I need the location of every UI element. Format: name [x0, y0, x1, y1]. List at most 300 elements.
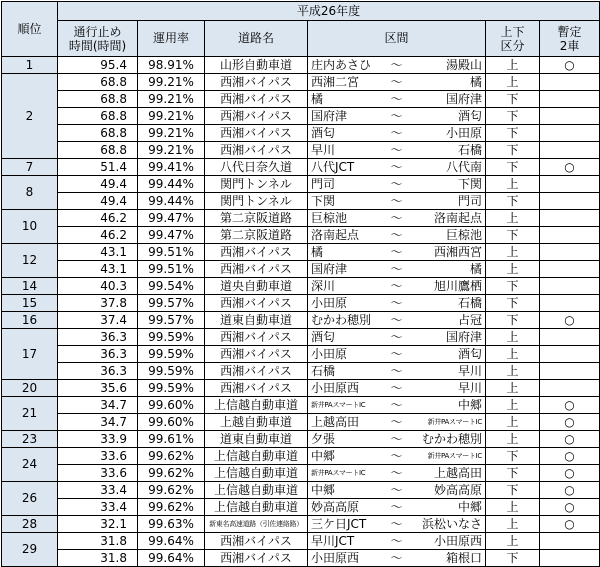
closure-hours-cell: 40.3	[58, 278, 138, 295]
operation-rate-cell: 99.59%	[138, 380, 205, 397]
direction-cell: 下	[486, 227, 540, 244]
section-from: 橘	[311, 92, 324, 106]
road-name-cell: 西湘バイパス	[205, 550, 308, 567]
provisional-two-lane-cell	[540, 91, 600, 108]
operation-rate-cell: 99.60%	[138, 397, 205, 414]
direction-cell: 下	[486, 159, 540, 176]
section-from: 早川	[311, 143, 336, 157]
section-from: 橘	[311, 245, 324, 259]
provisional-two-lane-cell: ○	[540, 414, 600, 431]
operation-rate-header: 運用率	[138, 21, 205, 57]
operation-rate-cell: 99.47%	[138, 227, 205, 244]
provisional-two-lane-cell	[540, 278, 600, 295]
direction-cell: 上	[486, 346, 540, 363]
section-to: 湯殿山	[445, 58, 482, 72]
operation-rate-cell: 99.21%	[138, 91, 205, 108]
section-to: 中郷	[457, 398, 482, 412]
road-name-cell: 西湘バイパス	[205, 261, 308, 278]
closure-hours-cell: 36.3	[58, 329, 138, 346]
section-to: 橘	[469, 75, 482, 89]
section-separator: ～	[390, 397, 403, 412]
section-cell	[308, 261, 486, 278]
section-separator: ～	[390, 193, 403, 208]
road-name-cell: 第二京阪道路	[205, 210, 308, 227]
section-cell	[308, 448, 486, 465]
road-name-cell: 西湘バイパス	[205, 142, 308, 159]
direction-cell: 下	[486, 312, 540, 329]
section-separator: ～	[390, 74, 403, 89]
table-row	[2, 329, 600, 346]
section-separator: ～	[390, 448, 403, 463]
table-row	[2, 57, 600, 74]
section-cell	[308, 346, 486, 363]
section-cell	[308, 312, 486, 329]
section-from: 洛南起点	[311, 228, 360, 242]
rank-cell: 17	[2, 329, 58, 380]
section-cell	[308, 397, 486, 414]
direction-cell: 上	[486, 499, 540, 516]
section-separator: ～	[390, 533, 403, 548]
ranking-table	[1, 1, 600, 567]
section-separator: ～	[390, 142, 403, 157]
closure-hours-cell: 68.8	[58, 142, 138, 159]
provisional-two-lane-cell: ○	[540, 482, 600, 499]
table-body	[2, 57, 600, 567]
section-to: 石橋	[457, 296, 482, 310]
operation-rate-cell: 99.57%	[138, 312, 205, 329]
road-name-cell: 上越自動車道	[205, 414, 308, 431]
closure-hours-cell: 33.4	[58, 482, 138, 499]
road-name-cell: 西湘バイパス	[205, 346, 308, 363]
section-from: 巨椋池	[311, 211, 348, 225]
direction-header: 上下 区分	[486, 21, 540, 57]
section-from: 三ケ日JCT	[311, 517, 367, 531]
section-from: 新井PAスマートIC	[311, 400, 366, 409]
operation-rate-cell: 99.64%	[138, 533, 205, 550]
section-to: 箱根口	[445, 551, 482, 565]
road-name-cell: 上信越自動車道	[205, 499, 308, 516]
section-from: 小田原	[311, 296, 348, 310]
road-name-cell: 道央自動車道	[205, 278, 308, 295]
direction-cell: 上	[486, 244, 540, 261]
table-row	[2, 278, 600, 295]
provisional-two-lane-cell: ○	[540, 465, 600, 482]
closure-hours-cell: 35.6	[58, 380, 138, 397]
provisional-two-lane-cell	[540, 227, 600, 244]
section-cell	[308, 210, 486, 227]
table-row	[2, 176, 600, 193]
closure-hours-cell: 34.7	[58, 414, 138, 431]
section-from: 妙高高原	[311, 500, 360, 514]
section-separator: ～	[390, 210, 403, 225]
table-row	[2, 142, 600, 159]
rank-cell: 10	[2, 210, 58, 244]
section-separator: ～	[390, 261, 403, 276]
direction-cell: 上	[486, 176, 540, 193]
operation-rate-cell: 99.59%	[138, 329, 205, 346]
operation-rate-cell: 99.60%	[138, 414, 205, 431]
section-from: 酒匂	[311, 126, 336, 140]
section-from: 国府津	[311, 262, 348, 276]
provisional-two-lane-cell: ○	[540, 516, 600, 533]
section-separator: ～	[390, 550, 403, 565]
operation-rate-cell: 99.41%	[138, 159, 205, 176]
road-name-cell: 西湘バイパス	[205, 74, 308, 91]
operation-rate-cell: 99.21%	[138, 108, 205, 125]
rank-cell: 29	[2, 533, 58, 567]
section-separator: ～	[390, 363, 403, 378]
direction-cell: 上	[486, 210, 540, 227]
section-from: 上越高田	[311, 415, 360, 429]
section-cell	[308, 57, 486, 74]
section-separator: ～	[390, 482, 403, 497]
section-separator: ～	[390, 465, 403, 480]
section-to: 小田原西	[433, 534, 482, 548]
table-row	[2, 346, 600, 363]
section-cell	[308, 431, 486, 448]
provisional-two-lane-cell	[540, 346, 600, 363]
road-name-cell: 山形自動車道	[205, 57, 308, 74]
road-name-cell: 第二京阪道路	[205, 227, 308, 244]
section-to: 酒匂	[457, 347, 482, 361]
closure-hours-cell: 49.4	[58, 176, 138, 193]
table-row	[2, 91, 600, 108]
table-row	[2, 482, 600, 499]
provisional-two-lane-cell: ○	[540, 312, 600, 329]
operation-rate-cell: 99.64%	[138, 550, 205, 567]
section-cell	[308, 159, 486, 176]
section-cell	[308, 142, 486, 159]
section-separator: ～	[390, 312, 403, 327]
section-separator: ～	[390, 295, 403, 310]
direction-cell: 上	[486, 397, 540, 414]
operation-rate-cell: 99.62%	[138, 499, 205, 516]
section-separator: ～	[390, 125, 403, 140]
section-cell	[308, 176, 486, 193]
direction-cell: 上	[486, 261, 540, 278]
direction-cell: 下	[486, 108, 540, 125]
closure-hours-cell: 95.4	[58, 57, 138, 74]
table-row	[2, 363, 600, 380]
operation-rate-cell: 99.21%	[138, 125, 205, 142]
section-separator: ～	[390, 499, 403, 514]
year-header: 平成26年度	[58, 2, 600, 21]
section-from: 中郷	[311, 449, 336, 463]
section-separator: ～	[390, 516, 403, 531]
road-name-cell: 西湘バイパス	[205, 295, 308, 312]
table-row	[2, 159, 600, 176]
section-cell	[308, 533, 486, 550]
section-separator: ～	[390, 57, 403, 72]
road-name-cell: 西湘バイパス	[205, 244, 308, 261]
road-name-cell: 上信越自動車道	[205, 397, 308, 414]
provisional-two-lane-cell	[540, 363, 600, 380]
closure-hours-cell: 36.3	[58, 346, 138, 363]
road-name-cell: 上信越自動車道	[205, 448, 308, 465]
direction-cell: 上	[486, 380, 540, 397]
provisional-two-lane-cell: ○	[540, 499, 600, 516]
direction-cell: 上	[486, 533, 540, 550]
section-separator: ～	[390, 159, 403, 174]
section-cell	[308, 516, 486, 533]
section-from: 石橋	[311, 364, 336, 378]
operation-rate-cell: 99.63%	[138, 516, 205, 533]
road-name-cell: 道東自動車道	[205, 312, 308, 329]
table-row	[2, 414, 600, 431]
section-from: 西湘二宮	[311, 75, 360, 89]
section-separator: ～	[390, 244, 403, 259]
section-to: 新井PAスマートIC	[427, 451, 482, 460]
section-to: 下関	[457, 177, 482, 191]
section-from: 夕張	[311, 432, 336, 446]
section-separator: ～	[390, 227, 403, 242]
closure-hours-cell: 68.8	[58, 108, 138, 125]
provisional-two-lane-cell	[540, 176, 600, 193]
rank-header: 順位	[2, 2, 58, 57]
section-cell	[308, 465, 486, 482]
road-name-cell: 西湘バイパス	[205, 329, 308, 346]
section-cell	[308, 74, 486, 91]
rank-cell: 28	[2, 516, 58, 533]
section-from: 小田原	[311, 347, 348, 361]
rank-cell: 24	[2, 448, 58, 482]
table-row	[2, 125, 600, 142]
section-to: 巨椋池	[445, 228, 482, 242]
rank-cell: 1	[2, 57, 58, 74]
closure-hours-cell: 46.2	[58, 210, 138, 227]
direction-cell: 上	[486, 516, 540, 533]
road-name-cell: 関門トンネル	[205, 193, 308, 210]
provisional-two-lane-cell	[540, 329, 600, 346]
section-to: 国府津	[445, 92, 482, 106]
direction-cell: 下	[486, 91, 540, 108]
section-to: 占冠	[457, 313, 482, 327]
section-separator: ～	[390, 108, 403, 123]
road-name-header: 道路名	[205, 21, 308, 57]
table-row	[2, 295, 600, 312]
road-name-cell: 西湘バイパス	[205, 380, 308, 397]
provisional-two-lane-cell	[540, 533, 600, 550]
provisional-two-lane-cell	[540, 210, 600, 227]
operation-rate-cell: 99.62%	[138, 465, 205, 482]
table-row	[2, 74, 600, 91]
section-to: 中郷	[457, 500, 482, 514]
section-to: 新井PAスマートIC	[427, 417, 482, 426]
closure-hours-cell: 33.4	[58, 499, 138, 516]
section-to: むかわ穂別	[421, 432, 482, 446]
closure-hours-cell: 68.8	[58, 91, 138, 108]
section-from: 小田原西	[311, 551, 360, 565]
rank-cell: 16	[2, 312, 58, 329]
section-cell	[308, 278, 486, 295]
section-from: 下関	[311, 194, 336, 208]
table-row	[2, 448, 600, 465]
section-to: 洛南起点	[433, 211, 482, 225]
direction-cell: 上	[486, 431, 540, 448]
provisional-two-lane-cell	[540, 244, 600, 261]
section-from: 新井PAスマートIC	[311, 468, 366, 477]
section-separator: ～	[390, 329, 403, 344]
rank-cell: 26	[2, 482, 58, 516]
section-cell	[308, 295, 486, 312]
direction-cell: 下	[486, 482, 540, 499]
section-cell	[308, 380, 486, 397]
closure-hours-cell: 33.6	[58, 448, 138, 465]
section-to: 酒匂	[457, 109, 482, 123]
road-name-cell: 八代日奈久道	[205, 159, 308, 176]
road-name-cell: 西湘バイパス	[205, 108, 308, 125]
provisional-two-lane-cell	[540, 261, 600, 278]
section-cell	[308, 244, 486, 261]
provisional-two-lane-cell	[540, 74, 600, 91]
table-row	[2, 108, 600, 125]
closure-hours-cell: 37.4	[58, 312, 138, 329]
direction-cell: 下	[486, 550, 540, 567]
operation-rate-cell: 99.21%	[138, 74, 205, 91]
section-cell	[308, 329, 486, 346]
closure-hours-cell: 31.8	[58, 550, 138, 567]
section-cell	[308, 108, 486, 125]
closure-hours-cell: 49.4	[58, 193, 138, 210]
rank-cell: 20	[2, 380, 58, 397]
operation-rate-cell: 99.57%	[138, 295, 205, 312]
road-name-cell: 西湘バイパス	[205, 125, 308, 142]
operation-rate-cell: 99.62%	[138, 482, 205, 499]
rank-cell: 2	[2, 74, 58, 159]
closure-hours-cell: 34.7	[58, 397, 138, 414]
section-to: 旭川鷹栖	[433, 279, 482, 293]
section-to: 八代南	[445, 160, 482, 174]
direction-cell: 上	[486, 329, 540, 346]
operation-rate-cell: 99.61%	[138, 431, 205, 448]
rank-cell: 23	[2, 431, 58, 448]
rank-cell: 21	[2, 397, 58, 431]
section-cell	[308, 193, 486, 210]
section-from: 庄内あさひ	[311, 58, 372, 72]
provisional-two-lane-cell: ○	[540, 431, 600, 448]
closure-hours-cell: 31.8	[58, 533, 138, 550]
section-to: 浜松いなさ	[421, 517, 482, 531]
direction-cell: 上	[486, 57, 540, 74]
direction-cell: 下	[486, 278, 540, 295]
operation-rate-cell: 99.44%	[138, 193, 205, 210]
rank-cell: 15	[2, 295, 58, 312]
operation-rate-cell: 99.51%	[138, 244, 205, 261]
provisional-two-lane-cell	[540, 142, 600, 159]
provisional-two-lane-cell	[540, 108, 600, 125]
closure-hours-cell: 51.4	[58, 159, 138, 176]
closure-hours-cell: 36.3	[58, 363, 138, 380]
operation-rate-cell: 99.54%	[138, 278, 205, 295]
section-to: 橘	[469, 262, 482, 276]
road-name-cell: 西湘バイパス	[205, 363, 308, 380]
section-cell	[308, 227, 486, 244]
section-separator: ～	[390, 431, 403, 446]
direction-cell: 下	[486, 448, 540, 465]
section-from: 中郷	[311, 483, 336, 497]
table-row	[2, 312, 600, 329]
closure-hours-cell: 68.8	[58, 74, 138, 91]
section-cell	[308, 482, 486, 499]
operation-rate-cell: 98.91%	[138, 57, 205, 74]
section-to: 石橋	[457, 143, 482, 157]
direction-cell: 下	[486, 142, 540, 159]
section-separator: ～	[390, 278, 403, 293]
road-name-cell: 西湘バイパス	[205, 91, 308, 108]
closure-hours-cell: 43.1	[58, 244, 138, 261]
table-row	[2, 499, 600, 516]
provisional-two-lane-cell: ○	[540, 57, 600, 74]
section-from: 小田原西	[311, 381, 360, 395]
rank-cell: 12	[2, 244, 58, 278]
section-from: 国府津	[311, 109, 348, 123]
table-row	[2, 397, 600, 414]
section-from: 酒匂	[311, 330, 336, 344]
table-row	[2, 261, 600, 278]
section-to: 妙高高原	[433, 483, 482, 497]
table-row	[2, 533, 600, 550]
direction-cell: 上	[486, 74, 540, 91]
closure-hours-cell: 68.8	[58, 125, 138, 142]
road-name-cell: 関門トンネル	[205, 176, 308, 193]
section-cell	[308, 125, 486, 142]
section-to: 西湘西宮	[433, 245, 482, 259]
closure-hours-cell: 37.8	[58, 295, 138, 312]
section-from: 早川JCT	[311, 534, 355, 548]
closure-hours-cell: 33.9	[58, 431, 138, 448]
provisional-two-lane-cell: ○	[540, 397, 600, 414]
section-separator: ～	[390, 176, 403, 191]
operation-rate-cell: 99.59%	[138, 363, 205, 380]
operation-rate-cell: 99.51%	[138, 261, 205, 278]
section-from: 門司	[311, 177, 336, 191]
section-from: 八代JCT	[311, 160, 355, 174]
table-row	[2, 431, 600, 448]
table-row	[2, 380, 600, 397]
section-separator: ～	[390, 380, 403, 395]
operation-rate-cell: 99.21%	[138, 142, 205, 159]
operation-rate-cell: 99.47%	[138, 210, 205, 227]
closure-hours-cell: 43.1	[58, 261, 138, 278]
section-separator: ～	[390, 91, 403, 106]
provisional-two-lane-cell: ○	[540, 159, 600, 176]
provisional-two-lane-cell	[540, 295, 600, 312]
table-row	[2, 227, 600, 244]
section-to: 早川	[457, 381, 482, 395]
section-to: 国府津	[445, 330, 482, 344]
closure-hours-cell: 46.2	[58, 227, 138, 244]
provisional-two-lane-header: 暫定 2車	[540, 21, 600, 57]
direction-cell: 下	[486, 193, 540, 210]
provisional-two-lane-cell	[540, 125, 600, 142]
operation-rate-cell: 99.62%	[138, 448, 205, 465]
rank-cell: 7	[2, 159, 58, 176]
road-name-cell: 上信越自動車道	[205, 482, 308, 499]
section-from: 深川	[311, 279, 336, 293]
closure-hours-header: 通行止め 時間(時間)	[58, 21, 138, 57]
section-cell	[308, 414, 486, 431]
provisional-two-lane-cell	[540, 193, 600, 210]
section-cell	[308, 499, 486, 516]
road-name-cell: 西湘バイパス	[205, 533, 308, 550]
rank-cell: 14	[2, 278, 58, 295]
table-row	[2, 210, 600, 227]
direction-cell: 下	[486, 125, 540, 142]
section-separator: ～	[390, 414, 403, 429]
table-row	[2, 193, 600, 210]
section-cell	[308, 363, 486, 380]
road-name-cell: 道東自動車道	[205, 431, 308, 448]
